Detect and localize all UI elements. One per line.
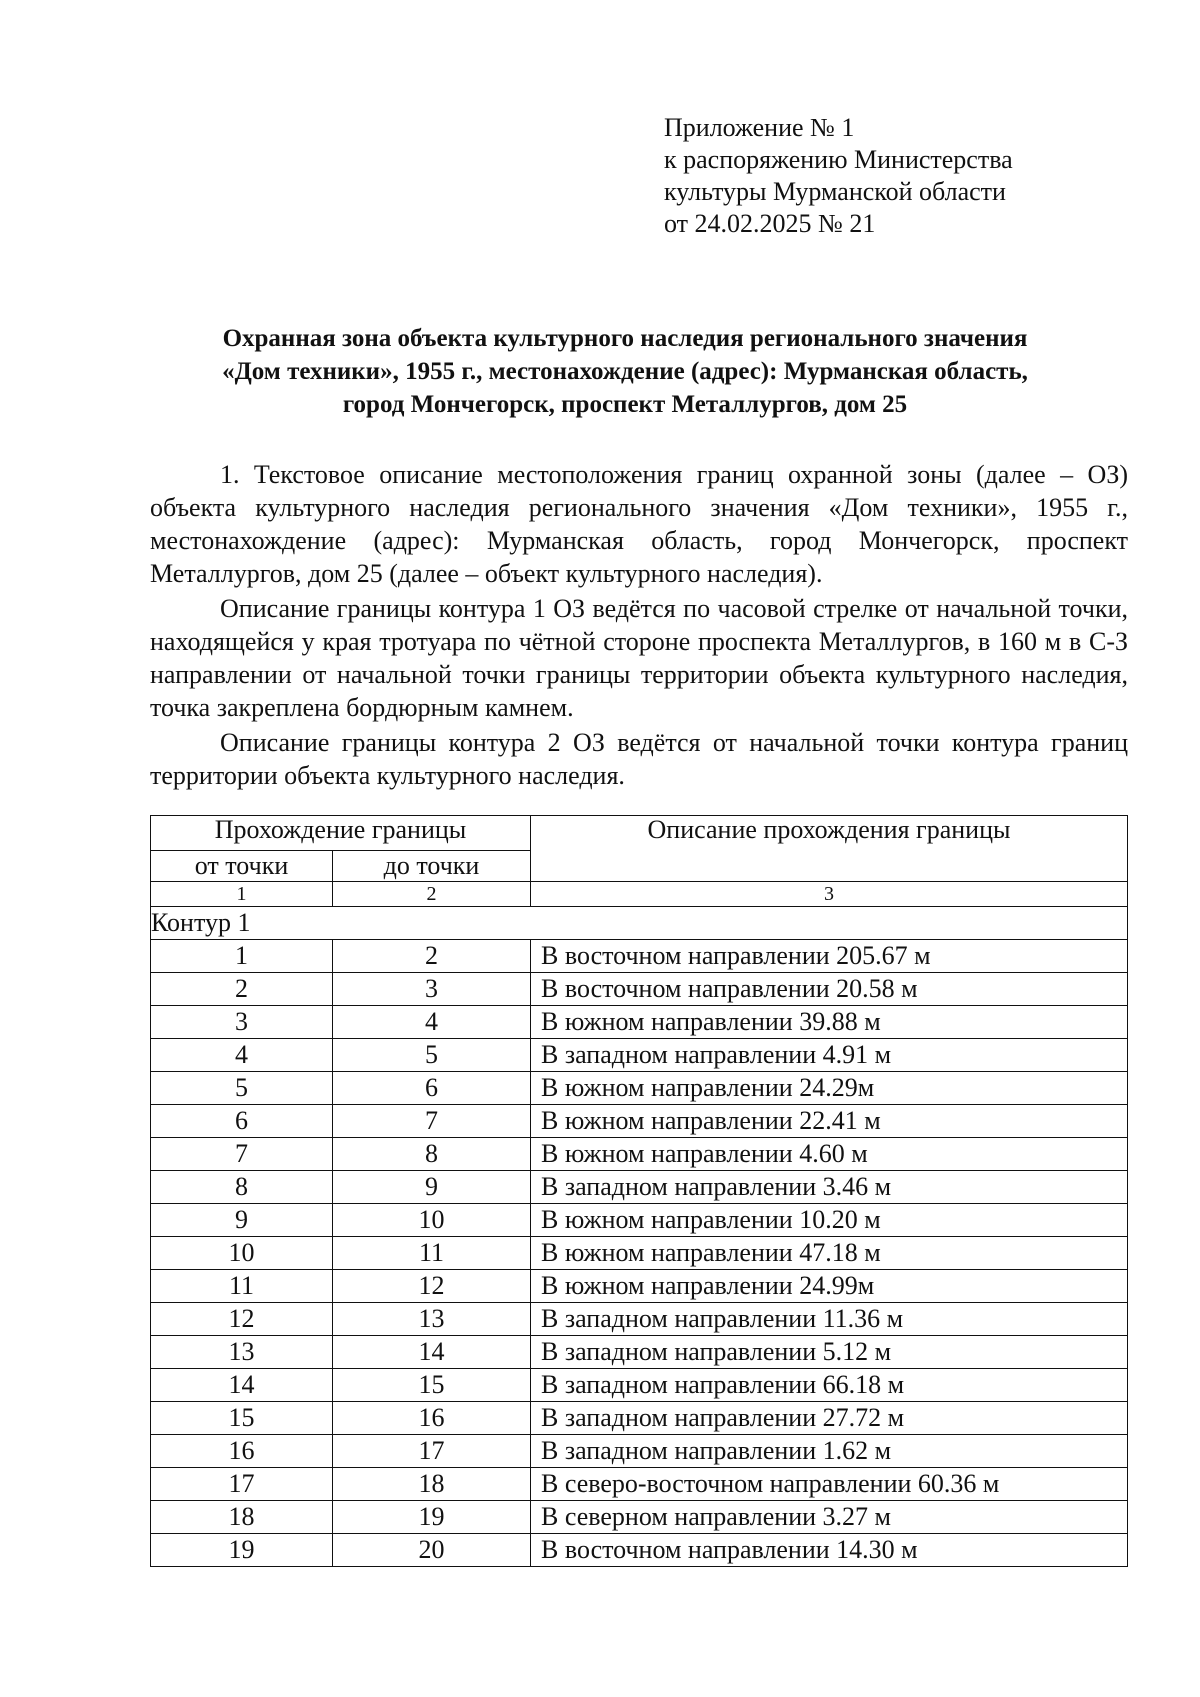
title-line-3: город Мончегорск, проспект Металлургов, дом 25 (342, 391, 908, 418)
table-row (151, 1204, 1128, 1237)
to-point-cell: 15 (333, 1369, 531, 1402)
to-point-cell: 4 (333, 1006, 531, 1039)
table-row (151, 1171, 1128, 1204)
from-point-cell: 10 (151, 1237, 333, 1270)
paragraph-1: 1. Текстовое описание местоположения границ охранной зоны (далее – ОЗ) объекта культурного наследия регионального значения «Дом техники», 1955 г., местонахождение (адрес): Мурманская область, город Мончегорск, проспект Металлургов, дом 25 (далее – объект культурного наследия). (150, 460, 1128, 588)
description-cell: В восточном направлении 20.58 м (531, 973, 1128, 1006)
description-cell: В южном направлении 47.18 м (531, 1237, 1128, 1270)
column-number-2: 2 (333, 882, 531, 907)
to-point-cell: 12 (333, 1270, 531, 1303)
to-point-cell: 18 (333, 1468, 531, 1501)
from-point-cell: 13 (151, 1336, 333, 1369)
to-point-cell: 17 (333, 1435, 531, 1468)
description-cell: В западном направлении 27.72 м (531, 1402, 1128, 1435)
table-row (151, 1006, 1128, 1039)
header-boundary-description: Описание прохождения границы (531, 816, 1128, 882)
description-cell: В южном направлении 22.41 м (531, 1105, 1128, 1138)
description-cell: В южном направлении 39.88 м (531, 1006, 1128, 1039)
from-point-cell: 8 (151, 1171, 333, 1204)
paragraph-2: Описание границы контура 1 ОЗ ведётся по часовой стрелке от начальной точки, находящейся у края тротуара по чётной стороне проспекта Металлургов, в 160 м в С-З направлении от начальной точки границы территории объекта культурного наследия, точка закреплена бордюрным камнем. (150, 594, 1128, 722)
appendix-ministry: культуры Мурманской области (664, 177, 1006, 206)
from-point-cell: 1 (151, 940, 333, 973)
description-cell: В южном направлении 4.60 м (531, 1138, 1128, 1171)
document-title (150, 322, 1100, 421)
to-point-cell: 16 (333, 1402, 531, 1435)
description-cell: В восточном направлении 14.30 м (531, 1534, 1128, 1567)
from-point-cell: 2 (151, 973, 333, 1006)
from-point-cell: 15 (151, 1402, 333, 1435)
description-cell: В восточном направлении 205.67 м (531, 940, 1128, 973)
title-line-1: Охранная зона объекта культурного наследия регионального значения (222, 325, 1028, 352)
from-point-cell: 12 (151, 1303, 333, 1336)
to-point-cell: 9 (333, 1171, 531, 1204)
table-row (151, 1039, 1128, 1072)
column-number-3: 3 (531, 882, 1128, 907)
title-line-2: «Дом техники», 1955 г., местонахождение (адрес): Мурманская область, (222, 358, 1028, 385)
table-row (151, 1072, 1128, 1105)
appendix-block (664, 112, 1013, 240)
table-row (151, 1237, 1128, 1270)
from-point-cell: 9 (151, 1204, 333, 1237)
table-row (151, 1468, 1128, 1501)
description-cell: В южном направлении 24.29м (531, 1072, 1128, 1105)
table-row (151, 940, 1128, 973)
header-from-point: от точки (151, 851, 333, 882)
table-row (151, 1501, 1128, 1534)
from-point-cell: 14 (151, 1369, 333, 1402)
description-cell: В западном направлении 1.62 м (531, 1435, 1128, 1468)
table-row (151, 1105, 1128, 1138)
table-body (151, 940, 1128, 1567)
table-row (151, 1270, 1128, 1303)
column-number-1: 1 (151, 882, 333, 907)
from-point-cell: 18 (151, 1501, 333, 1534)
table-row (151, 1138, 1128, 1171)
table-row (151, 1534, 1128, 1567)
header-boundary-pass: Прохождение границы (151, 816, 531, 851)
from-point-cell: 7 (151, 1138, 333, 1171)
table-row (151, 973, 1128, 1006)
description-cell: В западном направлении 3.46 м (531, 1171, 1128, 1204)
table-row (151, 1336, 1128, 1369)
description-cell: В южном направлении 10.20 м (531, 1204, 1128, 1237)
to-point-cell: 8 (333, 1138, 531, 1171)
contour-label: Контур 1 (151, 907, 1128, 940)
table-row (151, 1402, 1128, 1435)
from-point-cell: 4 (151, 1039, 333, 1072)
from-point-cell: 6 (151, 1105, 333, 1138)
description-cell: В северо-восточном направлении 60.36 м (531, 1468, 1128, 1501)
to-point-cell: 6 (333, 1072, 531, 1105)
description-cell: В западном направлении 11.36 м (531, 1303, 1128, 1336)
from-point-cell: 17 (151, 1468, 333, 1501)
description-cell: В северном направлении 3.27 м (531, 1501, 1128, 1534)
from-point-cell: 5 (151, 1072, 333, 1105)
header-to-point: до точки (333, 851, 531, 882)
to-point-cell: 20 (333, 1534, 531, 1567)
to-point-cell: 5 (333, 1039, 531, 1072)
appendix-order: к распоряжению Министерства (664, 145, 1013, 174)
appendix-date: от 24.02.2025 № 21 (664, 209, 876, 238)
description-cell: В южном направлении 24.99м (531, 1270, 1128, 1303)
appendix-number: Приложение № 1 (664, 113, 855, 142)
from-point-cell: 19 (151, 1534, 333, 1567)
from-point-cell: 16 (151, 1435, 333, 1468)
document-body (150, 458, 1128, 792)
from-point-cell: 11 (151, 1270, 333, 1303)
table-row (151, 1303, 1128, 1336)
from-point-cell: 3 (151, 1006, 333, 1039)
to-point-cell: 14 (333, 1336, 531, 1369)
to-point-cell: 19 (333, 1501, 531, 1534)
to-point-cell: 2 (333, 940, 531, 973)
description-cell: В западном направлении 66.18 м (531, 1369, 1128, 1402)
to-point-cell: 11 (333, 1237, 531, 1270)
description-cell: В западном направлении 4.91 м (531, 1039, 1128, 1072)
to-point-cell: 3 (333, 973, 531, 1006)
paragraph-3: Описание границы контура 2 ОЗ ведётся от начальной точки контура границ территории объекта культурного наследия. (150, 728, 1128, 790)
table-row (151, 1435, 1128, 1468)
to-point-cell: 13 (333, 1303, 531, 1336)
description-cell: В западном направлении 5.12 м (531, 1336, 1128, 1369)
table-row (151, 1369, 1128, 1402)
boundary-table (150, 815, 1128, 1567)
to-point-cell: 7 (333, 1105, 531, 1138)
to-point-cell: 10 (333, 1204, 531, 1237)
